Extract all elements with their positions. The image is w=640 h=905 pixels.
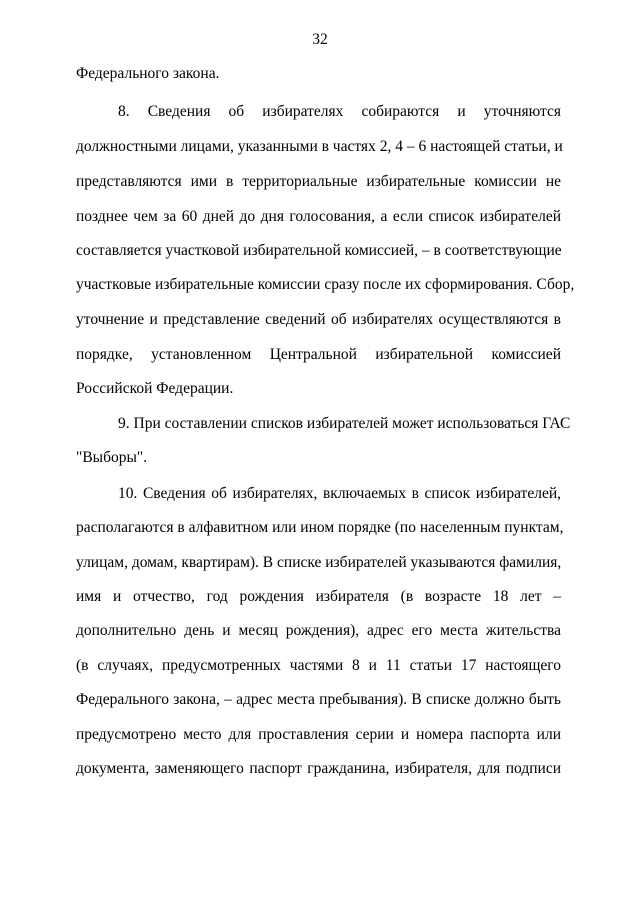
paragraph-8-line-9: Российской Федерации. xyxy=(76,380,234,397)
page-number: 32 xyxy=(312,31,328,48)
paragraph-8-line-3: представляются ими в территориальные избирательные комиссии не xyxy=(76,173,561,190)
paragraph-10-line-6: (в случаях, предусмотренных частями 8 и 11 статьи 17 настоящего xyxy=(76,657,561,674)
paragraph-10-line-5: дополнительно день и месяц рождения), адрес его места жительства xyxy=(76,622,561,639)
paragraph-8-line-1: 8. Сведения об избирателях собираются и уточняются xyxy=(118,103,561,120)
paragraph-8-line-6: участковые избирательные комиссии сразу после их сформирования. Сбор, xyxy=(76,276,575,293)
paragraph-9-line-2: "Выборы". xyxy=(76,449,148,466)
paragraph-8-line-5: составляется участковой избирательной комиссией, – в соответствующие xyxy=(76,242,562,259)
paragraph-8-line-2: должностными лицами, указанными в частях 2, 4 – 6 настоящей статьи, и xyxy=(76,138,563,155)
paragraph-8-line-4: позднее чем за 60 дней до дня голосования, а если список избирателей xyxy=(76,208,561,225)
paragraph-8-line-7: уточнение и представление сведений об избирателях осуществляются в xyxy=(76,311,561,328)
paragraph-10-line-2: располагаются в алфавитном или ином порядке (по населенным пунктам, xyxy=(76,519,564,536)
paragraph-8-line-8: порядке, установленном Центральной избирательной комиссией xyxy=(76,346,561,363)
paragraph-10-line-8: предусмотрено место для проставления серии и номера паспорта или xyxy=(76,726,561,743)
text-line-1: Федерального закона. xyxy=(76,65,220,82)
paragraph-9-line-1: 9. При составлении списков избирателей может использоваться ГАС xyxy=(118,415,571,432)
paragraph-10-line-7: Федерального закона, – адрес места пребывания). В списке должно быть xyxy=(76,691,561,708)
paragraph-10-line-9: документа, заменяющего паспорт гражданина, избирателя, для подписи xyxy=(76,760,561,777)
paragraph-10-line-4: имя и отчество, год рождения избирателя (в возрасте 18 лет – xyxy=(76,588,561,605)
paragraph-10-line-3: улицам, домам, квартирам). В списке избирателей указываются фамилия, xyxy=(76,554,562,571)
paragraph-10-line-1: 10. Сведения об избирателях, включаемых в список избирателей, xyxy=(118,485,561,502)
